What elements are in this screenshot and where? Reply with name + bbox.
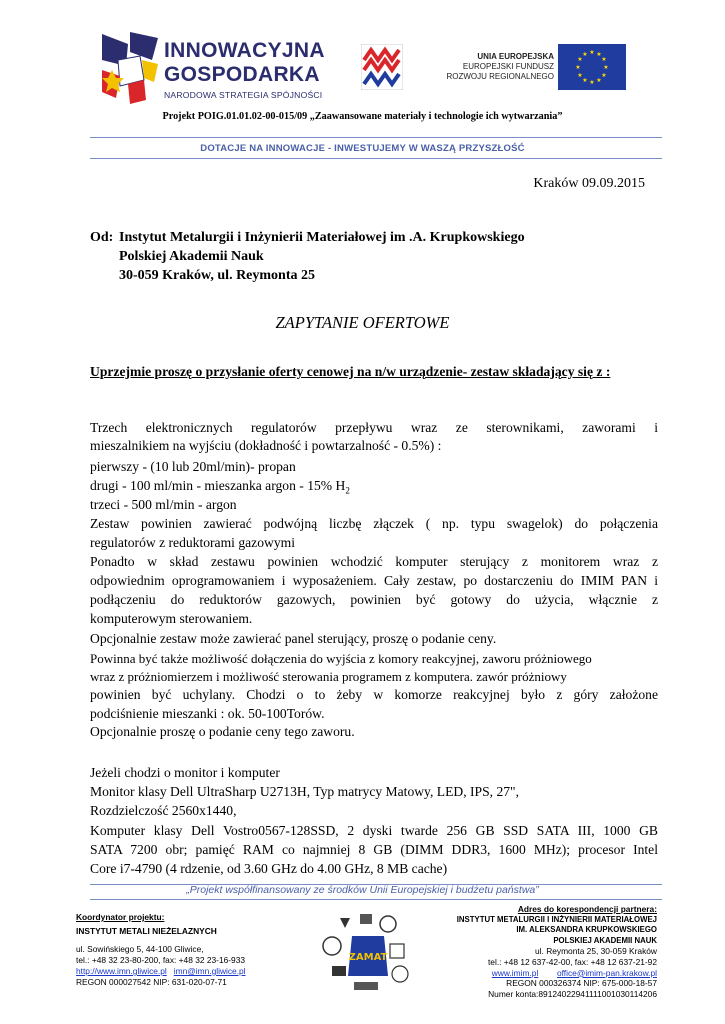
- svg-text:★: ★: [589, 79, 595, 86]
- coordinator-label: Koordynator projektu:: [76, 912, 165, 922]
- project-line: Projekt POIG.01.01.02-00-015/09 „Zaawansowane materiały i technologie ich wytwarzania”: [162, 111, 563, 122]
- body-line: podłączeniu do reduktorów gazowych, powinien być gotowy do użycia, włącznie z: [90, 592, 658, 607]
- coordinator-name: INSTYTUT METALI NIEŻELAZNYCH: [76, 926, 217, 936]
- partner-account: Numer konta:89124022941111001030114206: [488, 988, 657, 999]
- ig-title-1: INNOWACYJNA: [164, 39, 325, 62]
- eu-line-1: UNIA EUROPEJSKA: [477, 52, 554, 61]
- svg-text:★: ★: [601, 56, 607, 63]
- body-line: podciśnienie mieszanki : ok. 50-100Torów.: [90, 706, 325, 721]
- svg-text:★: ★: [596, 51, 602, 58]
- body-line: Trzech elektronicznych regulatorów przepływu wraz ze sterownikami, zaworami i: [90, 420, 658, 435]
- svg-text:★: ★: [589, 49, 595, 56]
- eu-fund-text: [424, 52, 554, 82]
- star-flag-icon: [100, 30, 162, 106]
- partner-name-3: POLSKIEJ AKADEMII NAUK: [553, 935, 657, 945]
- request-line: Uprzejmie proszę o przysłanie oferty cenowej na n/w urządzenie- zestaw składający się z :: [90, 364, 611, 379]
- from-label: Od:: [90, 230, 114, 245]
- header-slogan: DOTACJE NA INNOWACJE - INWESTUJEMY W WASZĄ PRZYSZŁOŚĆ: [200, 143, 525, 154]
- partner-name-1: INSTYTUT METALURGII I INŻYNIERII MATERIAŁOWEJ: [456, 914, 657, 924]
- body-line: Jeżeli chodzi o monitor i komputer: [90, 765, 280, 780]
- partner-label: Adres do korespondencji partnera:: [517, 904, 657, 914]
- body-line: Ponadto w skład zestawu powinien wchodzić komputer sterujący z monitorem wraz z: [90, 554, 658, 569]
- header-rule-top: [90, 137, 662, 138]
- coordinator-email-link[interactable]: imn@imn.gliwice.pl: [173, 966, 246, 976]
- svg-text:★: ★: [596, 77, 602, 84]
- body-line: Komputer klasy Dell Vostro0567-128SSD, 2 dyski twarde 256 GB SSD SATA III, 1000 GB: [90, 823, 658, 838]
- partner-phone: tel.: +48 12 637-42-00, fax: +48 12 637-21-92: [487, 956, 657, 967]
- svg-text:★: ★: [577, 72, 583, 79]
- innowacyjna-gospodarka-logo: [100, 30, 360, 106]
- svg-text:ZAMAT: ZAMAT: [348, 952, 388, 963]
- svg-text:★: ★: [582, 77, 588, 84]
- body-line: pierwszy - (10 lub 20ml/min)- propan: [90, 459, 296, 474]
- coordinator-phone: tel.: +48 32 23-80-200, fax: +48 32 23-16-933: [76, 955, 246, 965]
- sender-line-2: Polskiej Akademii Nauk: [119, 249, 264, 264]
- body-line-text: drugi - 100 ml/min - mieszanka argon - 15% H: [90, 478, 346, 493]
- coordinator-block: [76, 912, 326, 988]
- partner-name-2: IM. ALEKSANDRA KRUPKOWSKIEGO: [516, 925, 657, 935]
- ig-title-2: GOSPODARKA: [164, 63, 320, 86]
- svg-text:★: ★: [575, 64, 581, 71]
- sender-line-1: Instytut Metalurgii i Inżynierii Materiałowej im .A. Krupkowskiego: [119, 230, 525, 245]
- footer-slogan: „Projekt współfinansowany ze środków Unii Europejskiej i budżetu państwa”: [186, 884, 539, 896]
- sender-line-3: 30-059 Kraków, ul. Reymonta 25: [119, 268, 315, 283]
- body-line: komputerowym sterowaniem.: [90, 611, 253, 626]
- body-line: powinien być uchylany. Chodzi o to żeby w komorze reakcyjnej było z góry założone: [90, 687, 658, 702]
- partner-logos: [318, 912, 418, 994]
- svg-text:★: ★: [582, 51, 588, 58]
- imim-logo: [361, 44, 403, 90]
- eu-line-3: ROZWOJU REGIONALNEGO: [446, 72, 554, 81]
- body-line: trzeci - 500 ml/min - argon: [90, 497, 237, 512]
- body-line: Rozdzielczość 2560x1440,: [90, 803, 237, 818]
- header-rule-bottom: [90, 158, 662, 159]
- body-line: mieszalnikiem na wyjściu (dokładność i powtarzalność - 0.5%) :: [90, 438, 442, 453]
- partner-regon: REGON 000326374 NIP: 675-000-18-57: [506, 978, 657, 989]
- eu-line-2: EUROPEJSKI FUNDUSZ: [462, 62, 554, 71]
- coordinator-address: ul. Sowińskiego 5, 44-100 Gliwice,: [76, 944, 204, 954]
- body-line: SATA 7200 obr; pamięć RAM co najmniej 8 GB (DIMM DDR3, 1600 MHz); procesor Intel: [90, 842, 658, 857]
- ig-subtitle: NARODOWA STRATEGIA SPÓJNOŚCI: [164, 90, 323, 100]
- coordinator-links: [76, 966, 326, 977]
- eu-flag-icon: [558, 44, 626, 90]
- partner-links: [420, 968, 657, 979]
- coordinator-website-link[interactable]: http://www.imn.gliwice.pl: [76, 966, 167, 976]
- body-line: Core i7-4790 (4 rdzenie, od 3.60 GHz do 4.00 GHz, 8 MB cache): [90, 861, 448, 876]
- letter-date: Kraków 09.09.2015: [533, 176, 645, 191]
- document-title: ZAPYTANIE OFERTOWE: [275, 313, 450, 332]
- svg-text:★: ★: [603, 64, 609, 71]
- partner-address: ul. Reymonta 25, 30-059 Kraków: [535, 946, 657, 957]
- body-line: Zestaw powinien zawierać podwójną liczbę złączek ( np. typu swagelok) do połączenia: [90, 516, 658, 531]
- footer-rule-2: [90, 899, 662, 900]
- body-line: regulatorów z reduktorami gazowymi: [90, 535, 295, 550]
- body-line: Powinna być także możliwość dołączenia do wyjścia z komory reakcyjnej, zaworu próżniowego: [90, 651, 592, 666]
- body-line: Monitor klasy Dell UltraSharp U2713H, Typ matrycy Matowy, LED, IPS, 27",: [90, 784, 519, 799]
- subscript: 2: [345, 485, 350, 496]
- coordinator-regon: REGON 000027542 NIP: 631-020-07-71: [76, 977, 227, 987]
- body-line: Opcjonalnie proszę o podanie ceny tego zaworu.: [90, 724, 355, 739]
- body-line: Opcjonalnie zestaw może zawierać panel sterujący, proszę o podanie ceny.: [90, 631, 497, 646]
- partner-block: [420, 904, 657, 999]
- svg-text:★: ★: [577, 56, 583, 63]
- body-line: odpowiednim oprogramowaniem i wyposażeniem. Cały zestaw, po dostarczeniu do IMIM PAN i: [90, 573, 658, 588]
- body-line: wraz z próżniomierzem i możliwość sterowania programem z komputera. zawór próżniowy: [90, 669, 567, 684]
- partner-email-link[interactable]: office@imim-pan.krakow.pl: [556, 967, 657, 978]
- svg-text:★: ★: [601, 72, 607, 79]
- partner-website-link[interactable]: www.imim.pl: [491, 967, 539, 978]
